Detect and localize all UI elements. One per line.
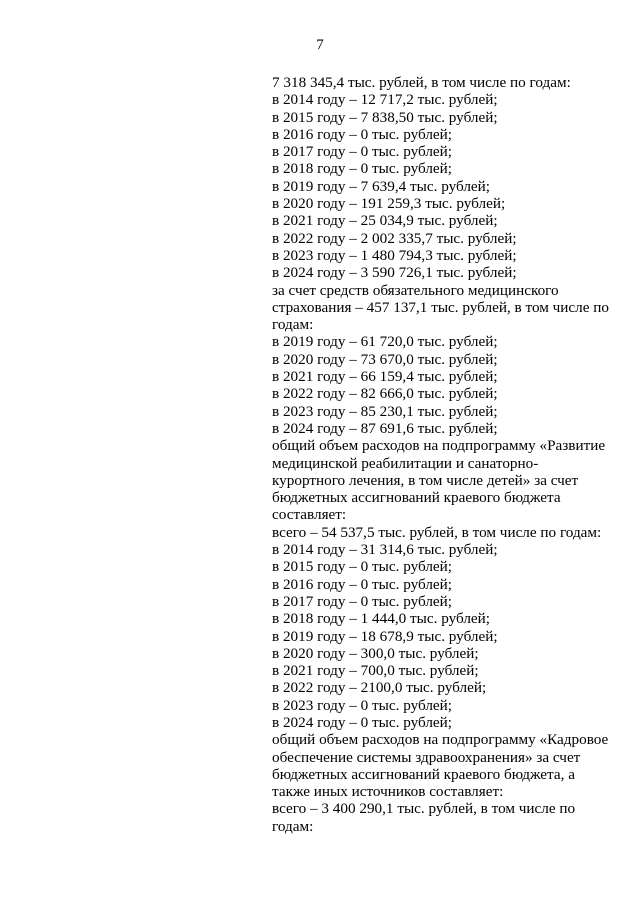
text-line: в 2018 году – 0 тыс. рублей; [272,160,453,178]
text-line: в 2018 году – 1 444,0 тыс. рублей; [272,610,490,628]
text-line: в 2021 году – 25 034,9 тыс. рублей; [272,212,498,230]
text-line: в 2017 году – 0 тыс. рублей; [272,592,453,610]
text-line: бюджетных ассигнований краевого бюджета, а [272,765,575,783]
text-line: в 2016 году – 0 тыс. рублей; [272,125,453,143]
text-line: в 2019 году – 61 720,0 тыс. рублей; [272,333,498,351]
text-line: общий объем расходов на подпрограмму «Развитие [272,437,606,455]
text-line: в 2019 году – 7 639,4 тыс. рублей; [272,177,490,195]
page-number: 7 [316,37,324,53]
text-line: в 2022 году – 2100,0 тыс. рублей; [272,679,487,697]
text-line: также иных источников составляет: [272,783,504,801]
text-line: в 2020 году – 300,0 тыс. рублей; [272,644,479,662]
text-line: в 2021 году – 700,0 тыс. рублей; [272,662,479,680]
text-line: в 2022 году – 82 666,0 тыс. рублей; [272,385,498,403]
text-line: в 2015 году – 7 838,50 тыс. рублей; [272,108,498,126]
text-line: страхования – 457 137,1 тыс. рублей, в том числе по [272,298,610,316]
text-line: в 2014 году – 12 717,2 тыс. рублей; [272,91,498,109]
text-line: в 2024 году – 0 тыс. рублей; [272,713,453,731]
text-line: всего – 3 400 290,1 тыс. рублей, в том числе по [272,800,576,818]
text-line: в 2020 году – 191 259,3 тыс. рублей; [272,195,506,213]
text-line: бюджетных ассигнований краевого бюджета [272,489,561,507]
text-line: в 2019 году – 18 678,9 тыс. рублей; [272,627,498,645]
text-line: в 2014 году – 31 314,6 тыс. рублей; [272,541,498,559]
text-line: в 2024 году – 3 590 726,1 тыс. рублей; [272,264,517,282]
text-line: составляет: [272,506,347,524]
text-line: в 2021 году – 66 159,4 тыс. рублей; [272,368,498,386]
text-line: в 2017 году – 0 тыс. рублей; [272,143,453,161]
text-line: в 2020 году – 73 670,0 тыс. рублей; [272,350,498,368]
text-line: всего – 54 537,5 тыс. рублей, в том числе по годам: [272,523,602,541]
text-line: в 2015 году – 0 тыс. рублей; [272,558,453,576]
text-line: годам: [272,817,314,835]
text-line: курортного лечения, в том числе детей» за счет [272,471,579,489]
text-line: в 2023 году – 1 480 794,3 тыс. рублей; [272,246,517,264]
text-line: в 2023 году – 85 230,1 тыс. рублей; [272,402,498,420]
text-line: общий объем расходов на подпрограмму «Кадровое [272,731,609,749]
text-line: за счет средств обязательного медицинского [272,281,559,299]
text-line: в 2016 году – 0 тыс. рублей; [272,575,453,593]
text-line: годам: [272,316,314,334]
text-line: медицинской реабилитации и санаторно- [272,454,539,472]
text-line: в 2022 году – 2 002 335,7 тыс. рублей; [272,229,517,247]
document-text-block [272,74,617,835]
text-line: в 2024 году – 87 691,6 тыс. рублей; [272,419,498,437]
text-line: 7 318 345,4 тыс. рублей, в том числе по годам: [272,74,571,91]
text-line: в 2023 году – 0 тыс. рублей; [272,696,453,714]
text-line: обеспечение системы здравоохранения» за счет [272,748,581,766]
